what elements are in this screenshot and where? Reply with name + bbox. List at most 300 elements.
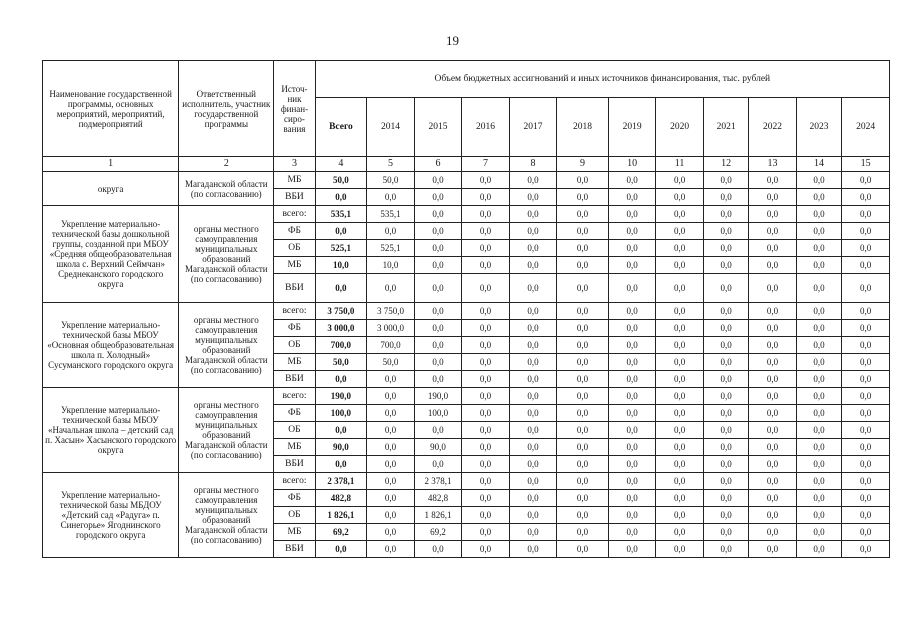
year-value: 0,0: [656, 172, 704, 189]
year-value: 0,0: [656, 223, 704, 240]
column-number: 1: [43, 157, 179, 172]
table-row: [43, 206, 890, 223]
year-value: 0,0: [509, 172, 557, 189]
year-value: 0,0: [796, 172, 841, 189]
year-value: 0,0: [509, 371, 557, 388]
total-value: 525,1: [315, 240, 367, 257]
year-value: 0,0: [608, 206, 656, 223]
year-value: 0,0: [842, 223, 890, 240]
header-year: 2017: [509, 98, 557, 157]
total-value: 190,0: [315, 388, 367, 405]
year-value: 0,0: [414, 172, 462, 189]
total-value: 0,0: [315, 541, 367, 558]
funding-source: ФБ: [274, 405, 315, 422]
year-value: 0,0: [749, 422, 797, 439]
year-value: 0,0: [462, 388, 510, 405]
year-value: 0,0: [367, 507, 415, 524]
responsible-executor: органы местного самоуправления муниципальных образований Магаданской области (по согласованию): [179, 303, 274, 388]
year-value: 0,0: [462, 490, 510, 507]
total-value: 90,0: [315, 439, 367, 456]
year-value: 0,0: [557, 507, 609, 524]
header-year: 2024: [842, 98, 890, 157]
year-value: 3 750,0: [367, 303, 415, 320]
year-value: 0,0: [414, 422, 462, 439]
total-value: 700,0: [315, 337, 367, 354]
year-value: 0,0: [703, 172, 748, 189]
year-value: 0,0: [557, 456, 609, 473]
funding-source: ВБИ: [274, 541, 315, 558]
column-number: 2: [179, 157, 274, 172]
header-source: Источ-ник финан-сиро-вания: [274, 61, 315, 157]
year-value: 0,0: [608, 274, 656, 303]
year-value: 3 000,0: [367, 320, 415, 337]
responsible-executor: органы местного самоуправления муниципальных образований Магаданской области (по согласованию): [179, 206, 274, 303]
year-value: 0,0: [703, 189, 748, 206]
year-value: 0,0: [462, 303, 510, 320]
year-value: 0,0: [608, 439, 656, 456]
year-value: 0,0: [842, 524, 890, 541]
year-value: 0,0: [557, 303, 609, 320]
year-value: 0,0: [608, 240, 656, 257]
year-value: 0,0: [796, 189, 841, 206]
year-value: 0,0: [703, 257, 748, 274]
year-value: 0,0: [367, 422, 415, 439]
total-value: 10,0: [315, 257, 367, 274]
header-year: 2023: [796, 98, 841, 157]
year-value: 0,0: [557, 388, 609, 405]
year-value: 0,0: [462, 354, 510, 371]
year-value: 0,0: [796, 371, 841, 388]
year-value: 0,0: [608, 172, 656, 189]
year-value: 0,0: [367, 274, 415, 303]
year-value: 0,0: [703, 223, 748, 240]
year-value: 0,0: [749, 439, 797, 456]
year-value: 535,1: [367, 206, 415, 223]
total-value: 3 750,0: [315, 303, 367, 320]
year-value: 0,0: [842, 303, 890, 320]
table-row: [43, 172, 890, 189]
year-value: 0,0: [557, 274, 609, 303]
year-value: 0,0: [796, 388, 841, 405]
year-value: 0,0: [509, 473, 557, 490]
total-value: 1 826,1: [315, 507, 367, 524]
year-value: 0,0: [749, 541, 797, 558]
year-value: 0,0: [367, 456, 415, 473]
year-value: 0,0: [557, 524, 609, 541]
year-value: 0,0: [608, 388, 656, 405]
year-value: 0,0: [796, 206, 841, 223]
year-value: 0,0: [414, 337, 462, 354]
year-value: 0,0: [796, 507, 841, 524]
year-value: 482,8: [414, 490, 462, 507]
year-value: 0,0: [656, 240, 704, 257]
year-value: 0,0: [842, 274, 890, 303]
year-value: 0,0: [749, 206, 797, 223]
funding-source: МБ: [274, 257, 315, 274]
year-value: 0,0: [462, 405, 510, 422]
year-value: 0,0: [796, 274, 841, 303]
year-value: 0,0: [703, 507, 748, 524]
column-number: 9: [557, 157, 609, 172]
year-value: 0,0: [509, 422, 557, 439]
column-number: 4: [315, 157, 367, 172]
year-value: 0,0: [703, 371, 748, 388]
year-value: 0,0: [749, 405, 797, 422]
year-value: 0,0: [842, 405, 890, 422]
total-value: 50,0: [315, 172, 367, 189]
table-row: [43, 303, 890, 320]
year-value: 90,0: [414, 439, 462, 456]
year-value: 0,0: [749, 274, 797, 303]
year-value: 0,0: [796, 320, 841, 337]
year-value: 2 378,1: [414, 473, 462, 490]
year-value: 0,0: [656, 303, 704, 320]
year-value: 0,0: [462, 206, 510, 223]
year-value: 0,0: [842, 456, 890, 473]
year-value: 0,0: [842, 422, 890, 439]
year-value: 1 826,1: [414, 507, 462, 524]
year-value: 525,1: [367, 240, 415, 257]
year-value: 0,0: [462, 541, 510, 558]
table-row: [43, 388, 890, 405]
year-value: 0,0: [749, 490, 797, 507]
year-value: 0,0: [414, 303, 462, 320]
year-value: 0,0: [749, 172, 797, 189]
year-value: 0,0: [557, 371, 609, 388]
year-value: 0,0: [414, 371, 462, 388]
year-value: 0,0: [367, 405, 415, 422]
year-value: 0,0: [656, 524, 704, 541]
year-value: 0,0: [367, 439, 415, 456]
year-value: 0,0: [414, 189, 462, 206]
funding-source: всего:: [274, 388, 315, 405]
year-value: 0,0: [842, 439, 890, 456]
year-value: 0,0: [656, 274, 704, 303]
total-value: 0,0: [315, 422, 367, 439]
year-value: 0,0: [703, 320, 748, 337]
responsible-executor: Магаданской области (по согласованию): [179, 172, 274, 206]
funding-source: всего:: [274, 206, 315, 223]
year-value: 0,0: [509, 320, 557, 337]
year-value: 0,0: [656, 206, 704, 223]
year-value: 50,0: [367, 172, 415, 189]
year-value: 0,0: [703, 274, 748, 303]
year-value: 0,0: [509, 189, 557, 206]
year-value: 0,0: [557, 422, 609, 439]
year-value: 0,0: [749, 337, 797, 354]
total-value: 0,0: [315, 274, 367, 303]
year-value: 0,0: [703, 541, 748, 558]
column-number: 13: [749, 157, 797, 172]
funding-source: МБ: [274, 439, 315, 456]
year-value: 0,0: [557, 354, 609, 371]
year-value: 0,0: [462, 274, 510, 303]
year-value: 0,0: [749, 473, 797, 490]
year-value: 0,0: [749, 223, 797, 240]
funding-source: МБ: [274, 524, 315, 541]
year-value: 0,0: [749, 189, 797, 206]
year-value: 0,0: [749, 320, 797, 337]
year-value: 0,0: [656, 541, 704, 558]
year-value: 0,0: [796, 337, 841, 354]
activity-name: Укрепление материально-технической базы дошкольной группы, созданной при МБОУ «Средняя общеобразовательная школа с. Верхний Сеймчан» Среднеканского городского округа: [43, 206, 179, 303]
year-value: 0,0: [656, 405, 704, 422]
year-value: 0,0: [462, 507, 510, 524]
funding-source: ОБ: [274, 422, 315, 439]
year-value: 0,0: [656, 507, 704, 524]
year-value: 0,0: [796, 439, 841, 456]
year-value: 0,0: [842, 371, 890, 388]
year-value: 50,0: [367, 354, 415, 371]
year-value: 0,0: [608, 303, 656, 320]
year-value: 0,0: [557, 439, 609, 456]
year-value: 0,0: [796, 303, 841, 320]
year-value: 0,0: [656, 320, 704, 337]
header-year: 2022: [749, 98, 797, 157]
header-total: Всего: [315, 98, 367, 157]
year-value: 0,0: [608, 354, 656, 371]
year-value: 0,0: [414, 257, 462, 274]
year-value: 0,0: [557, 337, 609, 354]
year-value: 0,0: [796, 524, 841, 541]
funding-source: всего:: [274, 473, 315, 490]
activity-name: Укрепление материально-технической базы МБОУ «Основная общеобразовательная школа п. Холодный» Сусуманского городского округа: [43, 303, 179, 388]
activity-name: Укрепление материально-технической базы МБДОУ «Детский сад «Радуга» п. Синегорье» Ягоднинского городского округа: [43, 473, 179, 558]
year-value: 0,0: [842, 240, 890, 257]
year-value: 0,0: [608, 189, 656, 206]
year-value: 0,0: [557, 206, 609, 223]
year-value: 0,0: [656, 439, 704, 456]
column-number: 11: [656, 157, 704, 172]
year-value: 0,0: [367, 388, 415, 405]
year-value: 0,0: [796, 257, 841, 274]
header-year: 2021: [703, 98, 748, 157]
year-value: 0,0: [703, 337, 748, 354]
year-value: 0,0: [608, 257, 656, 274]
header-year: 2020: [656, 98, 704, 157]
total-value: 482,8: [315, 490, 367, 507]
year-value: 0,0: [509, 507, 557, 524]
funding-source: МБ: [274, 172, 315, 189]
funding-source: ВБИ: [274, 189, 315, 206]
year-value: 10,0: [367, 257, 415, 274]
year-value: 0,0: [462, 172, 510, 189]
column-number: 10: [608, 157, 656, 172]
year-value: 0,0: [509, 524, 557, 541]
year-value: 0,0: [367, 223, 415, 240]
year-value: 0,0: [703, 388, 748, 405]
responsible-executor: органы местного самоуправления муниципальных образований Магаданской области (по согласованию): [179, 388, 274, 473]
year-value: 0,0: [414, 320, 462, 337]
year-value: 0,0: [796, 354, 841, 371]
header-year: 2015: [414, 98, 462, 157]
year-value: 0,0: [749, 456, 797, 473]
funding-source: ВБИ: [274, 456, 315, 473]
year-value: 0,0: [557, 541, 609, 558]
funding-source: МБ: [274, 354, 315, 371]
year-value: 0,0: [703, 303, 748, 320]
column-number: 3: [274, 157, 315, 172]
year-value: 0,0: [703, 524, 748, 541]
year-value: 0,0: [656, 422, 704, 439]
year-value: 0,0: [656, 456, 704, 473]
year-value: 0,0: [509, 303, 557, 320]
year-value: 0,0: [509, 206, 557, 223]
year-value: 0,0: [557, 189, 609, 206]
year-value: 0,0: [656, 388, 704, 405]
year-value: 0,0: [842, 473, 890, 490]
year-value: 0,0: [796, 473, 841, 490]
year-value: 0,0: [608, 524, 656, 541]
year-value: 0,0: [842, 354, 890, 371]
page-number: 19: [446, 33, 459, 48]
year-value: 0,0: [509, 405, 557, 422]
year-value: 0,0: [656, 473, 704, 490]
year-value: 0,0: [703, 240, 748, 257]
year-value: 0,0: [509, 388, 557, 405]
funding-source: ОБ: [274, 337, 315, 354]
year-value: 0,0: [608, 371, 656, 388]
year-value: 0,0: [703, 490, 748, 507]
year-value: 0,0: [703, 422, 748, 439]
year-value: 0,0: [414, 354, 462, 371]
year-value: 0,0: [367, 473, 415, 490]
year-value: 0,0: [656, 189, 704, 206]
year-value: 0,0: [703, 354, 748, 371]
total-value: 2 378,1: [315, 473, 367, 490]
year-value: 0,0: [842, 189, 890, 206]
year-value: 0,0: [462, 257, 510, 274]
year-value: 0,0: [462, 223, 510, 240]
funding-source: ОБ: [274, 240, 315, 257]
year-value: 0,0: [608, 490, 656, 507]
year-value: 0,0: [796, 240, 841, 257]
header-name: Наименование государственной программы, основных мероприятий, мероприятий, подмероприятий: [43, 61, 179, 157]
year-value: 0,0: [509, 337, 557, 354]
year-value: 0,0: [509, 354, 557, 371]
year-value: 0,0: [367, 490, 415, 507]
year-value: 0,0: [462, 371, 510, 388]
year-value: 0,0: [557, 223, 609, 240]
year-value: 0,0: [608, 337, 656, 354]
year-value: 0,0: [509, 490, 557, 507]
funding-source: ВБИ: [274, 371, 315, 388]
year-value: 0,0: [749, 524, 797, 541]
total-value: 69,2: [315, 524, 367, 541]
year-value: 0,0: [367, 189, 415, 206]
total-value: 0,0: [315, 223, 367, 240]
year-value: 0,0: [608, 507, 656, 524]
year-value: 0,0: [414, 541, 462, 558]
header-year: 2016: [462, 98, 510, 157]
year-value: 0,0: [842, 257, 890, 274]
total-value: 0,0: [315, 456, 367, 473]
year-value: 0,0: [842, 320, 890, 337]
column-number: 5: [367, 157, 415, 172]
funding-source: всего:: [274, 303, 315, 320]
funding-source: ВБИ: [274, 274, 315, 303]
total-value: 50,0: [315, 354, 367, 371]
year-value: 0,0: [796, 422, 841, 439]
year-value: 0,0: [749, 388, 797, 405]
year-value: 0,0: [557, 405, 609, 422]
year-value: 0,0: [367, 541, 415, 558]
year-value: 0,0: [842, 388, 890, 405]
year-value: 0,0: [749, 240, 797, 257]
year-value: 0,0: [608, 456, 656, 473]
funding-source: ФБ: [274, 490, 315, 507]
header-year: 2019: [608, 98, 656, 157]
year-value: 0,0: [509, 257, 557, 274]
year-value: 0,0: [703, 456, 748, 473]
year-value: 0,0: [656, 490, 704, 507]
funding-source: ФБ: [274, 320, 315, 337]
year-value: 0,0: [557, 473, 609, 490]
year-value: 0,0: [462, 439, 510, 456]
year-value: 0,0: [796, 456, 841, 473]
year-value: 190,0: [414, 388, 462, 405]
year-value: 0,0: [557, 257, 609, 274]
total-value: 3 000,0: [315, 320, 367, 337]
year-value: 0,0: [608, 320, 656, 337]
year-value: 0,0: [509, 223, 557, 240]
header-year: 2018: [557, 98, 609, 157]
year-value: 0,0: [462, 524, 510, 541]
year-value: 0,0: [749, 507, 797, 524]
year-value: 0,0: [462, 240, 510, 257]
header-volume: Объем бюджетных ассигнований и иных источников финансирования, тыс. рублей: [315, 61, 889, 98]
year-value: 0,0: [749, 371, 797, 388]
year-value: 0,0: [462, 473, 510, 490]
year-value: 0,0: [842, 206, 890, 223]
year-value: 0,0: [414, 240, 462, 257]
year-value: 0,0: [656, 257, 704, 274]
year-value: 0,0: [557, 172, 609, 189]
year-value: 0,0: [842, 172, 890, 189]
year-value: 0,0: [509, 439, 557, 456]
year-value: 0,0: [703, 473, 748, 490]
year-value: 0,0: [509, 541, 557, 558]
table-row: [43, 473, 890, 490]
budget-table: [42, 60, 890, 558]
year-value: 0,0: [796, 490, 841, 507]
year-value: 0,0: [749, 354, 797, 371]
year-value: 0,0: [557, 240, 609, 257]
year-value: 0,0: [367, 371, 415, 388]
year-value: 0,0: [749, 257, 797, 274]
year-value: 0,0: [796, 223, 841, 240]
year-value: 0,0: [509, 240, 557, 257]
year-value: 0,0: [367, 524, 415, 541]
year-value: 0,0: [462, 189, 510, 206]
activity-name: округа: [43, 172, 179, 206]
year-value: 0,0: [608, 422, 656, 439]
year-value: 0,0: [462, 422, 510, 439]
column-number: 14: [796, 157, 841, 172]
year-value: 0,0: [842, 490, 890, 507]
year-value: 0,0: [414, 274, 462, 303]
year-value: 0,0: [749, 303, 797, 320]
year-value: 0,0: [796, 405, 841, 422]
column-number: 7: [462, 157, 510, 172]
activity-name: Укрепление материально-технической базы МБОУ «Начальная школа – детский сад п. Хасын» Хасынского городского округа: [43, 388, 179, 473]
year-value: 0,0: [462, 320, 510, 337]
year-value: 0,0: [842, 507, 890, 524]
header-year: 2014: [367, 98, 415, 157]
year-value: 0,0: [608, 223, 656, 240]
year-value: 0,0: [703, 439, 748, 456]
column-number: 12: [703, 157, 748, 172]
